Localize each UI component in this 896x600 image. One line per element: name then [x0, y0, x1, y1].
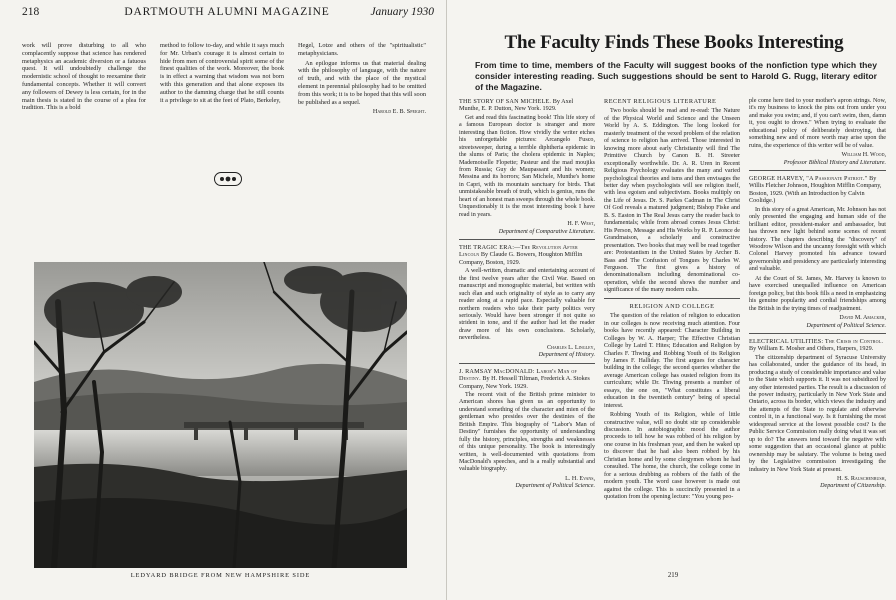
- review-text: In this story of a great American, Mr. Johnson has not only presented the engaging and human side of the brilliant editor, president-maker and ambassador, but has thrown new light behind some scenes of recent history. The chapters describing the "discovery" of Woodrow Wilson and the uncanny foresight with which Colonel Harvey promoted his advance toward governorship and presidency are particularly interesting and valuable.: [749, 206, 886, 273]
- review-text: Get and read this fascinating book! This life story of a famous European doctor is stranger and more interesting than fiction. How vividly the writer etches his unforgettable pictures: Arcangelo Fusco, streetsweeper, during a terrible diphtheria epidemic in the slums of Paris; the cholera epidemic in Naples; Mademoiselle Flopette; Pasteur and the mad moujiks from Russia; Guy de Maupassant and his women; Messina and its horrors; San Michele, Munthe's home in Capri, with its mountain sanctuary for birds. That unmistakeable breath of truth, which is genius, runs the heart of an honest man sweeps through the whole book. Unquestionably it is the most interesting book I have read in years.: [459, 114, 595, 218]
- column-1-text: work will prove disturbing to all who complacently suppose that science has rendered metaphysics an academic diversion or a fatuous quest. It will undoubtedly challenge the modernistic school of thought to reexamine their fundamental concepts. Whether it will convert any followers of Dewey is less certain, for in the main thesis is stated in the course of a plea for tradition. This is a bold: [22, 42, 146, 112]
- section-text: Robbing Youth of its Religion, while of little constructive value, will no doubt stir up considerable discussion. In autobiographic mood the author proceeds to tell how he was robbed of his religion by one course in his freshman year, and then he waked up to discover that he had also been robbed by his Christian home and by some clergymen whom he had consulted. The home, the church, the college come in for a serious drubbing as robbers of the faith of the modern youth. The word case however is made out against the college. This is succinctly presented in a quotation from the opening lecture: "You young peo-: [604, 412, 740, 501]
- reviewer-department: Professor Biblical History and Literature.: [783, 159, 886, 166]
- section-heading: RELIGION AND COLLEGE: [629, 302, 715, 310]
- book-heading: [749, 338, 886, 353]
- divider: [749, 170, 886, 171]
- article-intro: From time to time, members of the Faculty will suggest books of the nonfiction type which they consider interesting reading. Such suggestions should be sent to Harold G. Rugg, literary editor of the Magazine.: [475, 60, 877, 92]
- book-heading: [749, 175, 886, 205]
- column-1: [22, 42, 146, 114]
- section-text: Two books should be read and re-read: The Nature of the Physical World and Science and the Unseen World by A. S. Eddington. The long looked for masterly treatment of the vexed problem of the relation of science to religion has arrived. Those interested in knowing more about early Christianity will find The Primitive Church by Canon B. H. Streeter exceptionally worthwhile. Dr. A. R. Uren in Recent Religious Psychology evaluates the many and varied psychological theories and isms and then envisages the better day when psychologists will see religion itself, with less egoism and subjectivism. Books multiply on the Life of Jesus. Dr. S. Parkes Cadman in The Christ Of God reveals a matured judgment; Bishop Fiske and B. S. Easton in The Real Jesus carry the reader back to fundamentals; while from abroad comes Jesus Christ: His Person, Message and His Works by R. P. Leonce de Grandmaison, a scholarly and constructive presentation. Two books that may well be read together are: Protestantism in the United States by Archer B. Bass and The Confusion of Tongues by Charles W. Ferguson. The first gives a history of denominationalism including denominational co-operation, while the second shows the number and significance of the many modern cults.: [604, 108, 740, 294]
- column-2: [160, 42, 284, 106]
- book-title: THE TRAGIC ERA:—The Revolution After Lincoln: [459, 244, 578, 259]
- reviewer-department: Department of Citizenship.: [820, 483, 886, 490]
- book-title: J. RAMSAY MacDONALD: Labor's Man of Destiny.: [459, 367, 577, 383]
- book-title: ELECTRICAL UTILITIES: The Crisis in Control.: [749, 337, 884, 345]
- divider: [459, 239, 595, 240]
- book-author: By William E. Mosher and Others, Harpers, 1929.: [749, 345, 874, 353]
- page-number: 219: [667, 572, 679, 579]
- review-text: The citizenship department of Syracuse University has collaborated, under the guidance of its head, in producing a study of considerable importance and value to the State which supports it. It was not subsidized by any other interested parties. The result is a discussion of the power industry, particularly in New York State and Ontario, across its border, which views the industry and the attempts of the State to regulate and otherwise control it, in a functional way. Is it furnishing the most widespread service at the lowest possible cost? Is the Public Service Commission really doing what it was set up to do? The answers tend toward the negative with some suggestion that an occasional glance at public ownership may be salutary. The volume is being used by the Legislative commission investigating the industry in New York State at present.: [749, 354, 886, 473]
- review-text: The recent visit of the British prime minister to American shores has given us an opportunity to understand something of the character and mien of the gentleman who presides over the destinies of the British Empire. This biography of "Labor's Man of Destiny" furnishes the opportunity of understanding fully the history, principles, strengths and weaknesses of this unique personality. The book is interestingly written, is well-documented with quotations from MacDonald's speeches, and is a really substantial and valuable biography.: [459, 391, 595, 473]
- section-text: ple come here tied to your mother's apron strings. Now, it's my business to knock the pins out from under you and make you swim; and, if you can't swim, then, damn it, you ought to drown." When trying to evaluate the educational policy of deliberately destroying, that something new and of more worth may arise upon the ruins, the experience of this writer will be of value.: [749, 98, 886, 149]
- reviewer-department: Department of Political Science.: [515, 483, 595, 490]
- right-column-1: [459, 98, 595, 494]
- column-3-text-b: An epilogue informs us that material dealing with the philosophy of language, with the nature of truth, and with the place of the mystical element in perennial philosophy had to be omitted from this work; it is to be hoped that this will soon be published as a sequel.: [298, 59, 426, 106]
- right-column-3: [749, 98, 886, 494]
- book-heading: [459, 368, 595, 390]
- right-column-2: [604, 98, 740, 504]
- section-heading: RECENT RELIGIOUS LITERATURE: [604, 98, 717, 105]
- reviewer-name: William H. Wood,: [841, 152, 886, 159]
- divider: [459, 363, 595, 364]
- reviewer-department: Department of History.: [538, 352, 595, 359]
- book-heading: [459, 98, 595, 113]
- ornament-icon: [214, 172, 242, 186]
- column-3: [298, 42, 426, 116]
- column-2-text: method to follow to-day, and while it says much for Mr. Urban's courage it is almost certain to hide from men of controversial spirit some of the finest qualities of the work. Moreover, the book is in effect a warning that wisdom was not born with this generation and that alone exposes its author to the damning charge that he still counts it a privilege to sit at the feet of Plato, Berkeley,: [160, 42, 284, 104]
- left-page: [0, 0, 446, 600]
- review-text: At the Court of St. James, Mr. Harvey is known to have exercised unequalled influence on American foreign policy, but this book fills a need in emphasizing his genuine popularity and cordial friendships among the British in the trying times of readjustment.: [749, 275, 886, 312]
- ledyard-bridge-photo: [34, 262, 407, 568]
- reviewer-name: L. H. Evans,: [565, 475, 595, 482]
- article-title: The Faculty Finds These Books Interesting: [504, 32, 844, 53]
- page-number: 218: [22, 6, 40, 18]
- section-text: The question of the relation of religion to education in our colleges is now receiving much attention. Four books have recently appeared: Character Building in Colleges by W. A. Harper; The Effective Christian College by Laird T. Hites; Education and Religion by Charles F. Thwing and Robbing Youth of its Religion by James F. Halliday. The first argues for character building in the college; the second queries whether the average American college has ousted religion from its curriculum; while Dr. Thwing presents a number of essays, the one on, "What constitutes a liberal education in the twentieth century" being of special interest.: [604, 313, 740, 409]
- right-page: [447, 0, 896, 600]
- book-heading: [459, 244, 595, 266]
- reviewer-name: H. F. West,: [567, 221, 595, 228]
- magazine-title: DARTMOUTH ALUMNI MAGAZINE: [124, 6, 330, 18]
- divider: [749, 333, 886, 334]
- column-3-text-a: Hegel, Lotze and others of the "spiritualistic" metaphysicians.: [298, 42, 426, 57]
- book-author: By Claude G. Bowers, Houghton Mifflin Company, Boston, 1929.: [459, 251, 583, 266]
- divider: [604, 298, 740, 299]
- reviewer-name: David M. Amacker,: [839, 315, 886, 322]
- issue-date: January 1930: [370, 6, 434, 18]
- book-author: By Willis Fletcher Johnson, Houghton Mifflin Company, Boston, 1929. (With an Introduction by Calvin Coolidge.): [749, 175, 882, 205]
- running-head: [22, 6, 434, 20]
- book-author: By H. Hessell Tiltman, Frederick A. Stokes Company, New York. 1929.: [459, 375, 590, 390]
- book-title: THE STORY OF SAN MICHELE.: [459, 98, 552, 105]
- reviewer-name: Charles L. Lingley,: [546, 344, 595, 351]
- book-title: GEORGE HARVEY, "A Passionate Patriot.": [749, 175, 868, 183]
- photo-caption: LEDYARD BRIDGE FROM NEW HAMPSHIRE SIDE: [130, 572, 311, 579]
- review-signature: Harold E. B. Speight.: [372, 108, 426, 116]
- review-text: A well-written, dramatic and entertaining account of the first twelve years after the Civil War. Based on manuscript and monographic material, but written with such élan and such originality of style as to carry any reader along at a rapid pace. Especially valuable for northern readers who take their party politics very seriously. Would have been stronger if not quite so strident in tone, and if the author had let the reader draw more of his own conclusions. Scholarly, nevertheless.: [459, 268, 595, 342]
- reviewer-name: H. S. Rauschenbush,: [836, 476, 886, 483]
- reviewer-department: Department of Comparative Literature.: [498, 228, 595, 235]
- book-author: By Axel Munthe, E. P. Dutton, New York. 1929.: [459, 98, 574, 113]
- reviewer-department: Department of Political Science.: [806, 322, 886, 329]
